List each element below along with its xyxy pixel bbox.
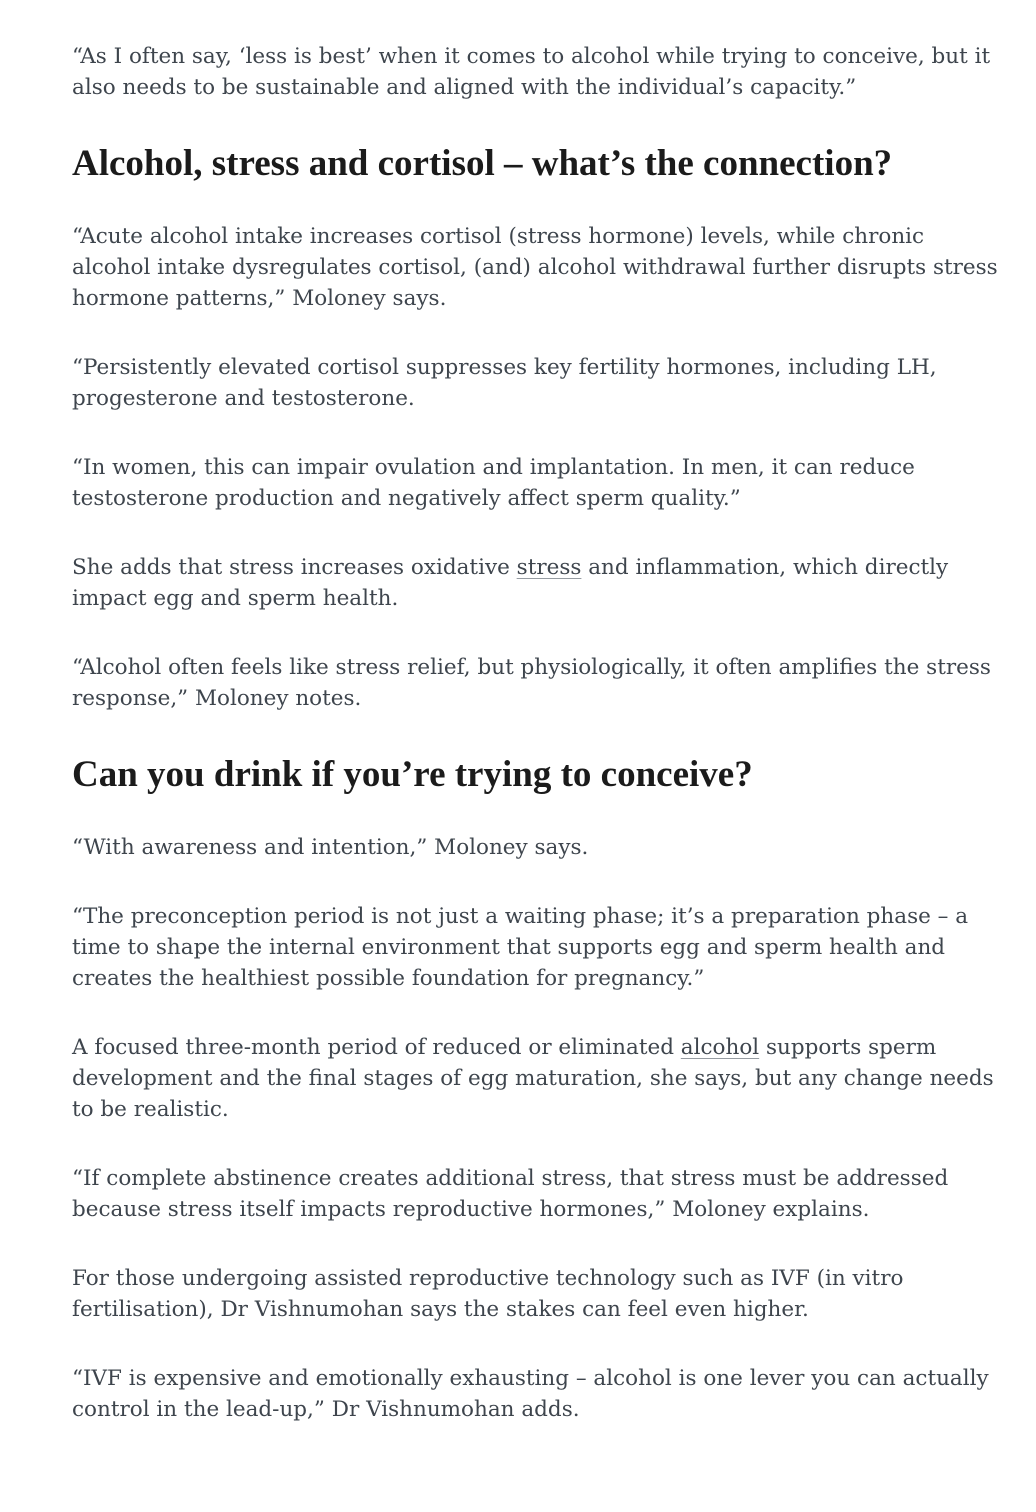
paragraph-stress-relief: “Alcohol often feels like stress relief, but physiologically, it often amplifies the stress response,” Moloney notes. xyxy=(72,655,991,711)
paragraph-acute-alcohol-cortisol: “Acute alcohol intake increases cortisol (stress hormone) levels, while chronic alcohol intake dysregulates cortisol, (and) alcohol withdrawal further disrupts stress hormone patterns,” Moloney says. xyxy=(72,224,998,311)
paragraph-ivf-lever: “IVF is expensive and emotionally exhausting – alcohol is one lever you can actually control in the lead-up,” Dr Vishnumohan adds. xyxy=(72,1366,989,1422)
alcohol-link[interactable]: alcohol xyxy=(680,1035,760,1060)
paragraph-awareness-intention: “With awareness and intention,” Moloney says. xyxy=(72,835,589,860)
text-segment-after-stress-link: and inflammation, which directly impact egg and sperm health. xyxy=(72,555,949,611)
paragraph-women-men-effects: “In women, this can impair ovulation and implantation. In men, it can reduce testosterone production and negatively affect sperm quality.” xyxy=(72,455,915,511)
text-segment-before-stress-link: She adds that stress increases oxidative xyxy=(72,555,517,580)
section-heading-alcohol-stress-cortisol: Alcohol, stress and cortisol – what’s the connection? xyxy=(72,143,893,184)
section-heading-can-you-drink: Can you drink if you’re trying to conceive? xyxy=(72,754,753,795)
text-segment-before-alcohol-link: A focused three-month period of reduced or eliminated xyxy=(72,1035,681,1060)
paragraph-ivf-stakes: For those undergoing assisted reproductive technology such as IVF (in vitro fertilisation), Dr Vishnumohan says the stakes can feel even higher. xyxy=(72,1266,904,1322)
stress-link[interactable]: stress xyxy=(516,555,582,580)
text-segment-after-alcohol-link: supports sperm development and the final stages of egg maturation, she says, but any change needs to be realistic. xyxy=(72,1035,994,1122)
paragraph-elevated-cortisol: “Persistently elevated cortisol suppresses key fertility hormones, including LH, progesterone and testosterone. xyxy=(72,355,937,411)
paragraph-intro-quote: “As I often say, ‘less is best’ when it comes to alcohol while trying to conceive, but it also needs to be sustainable and aligned with the individual’s capacity.” xyxy=(72,44,991,100)
paragraph-preconception-period: “The preconception period is not just a waiting phase; it’s a preparation phase – a time to shape the internal environment that supports egg and sperm health and creates the healthiest possible foundation for pregnancy.” xyxy=(72,904,969,991)
paragraph-oxidative-stress xyxy=(72,552,1002,614)
paragraph-three-month-period xyxy=(72,1032,1002,1125)
paragraph-complete-abstinence: “If complete abstinence creates additional stress, that stress must be addressed because stress itself impacts reproductive hormones,” Moloney explains. xyxy=(72,1166,949,1222)
